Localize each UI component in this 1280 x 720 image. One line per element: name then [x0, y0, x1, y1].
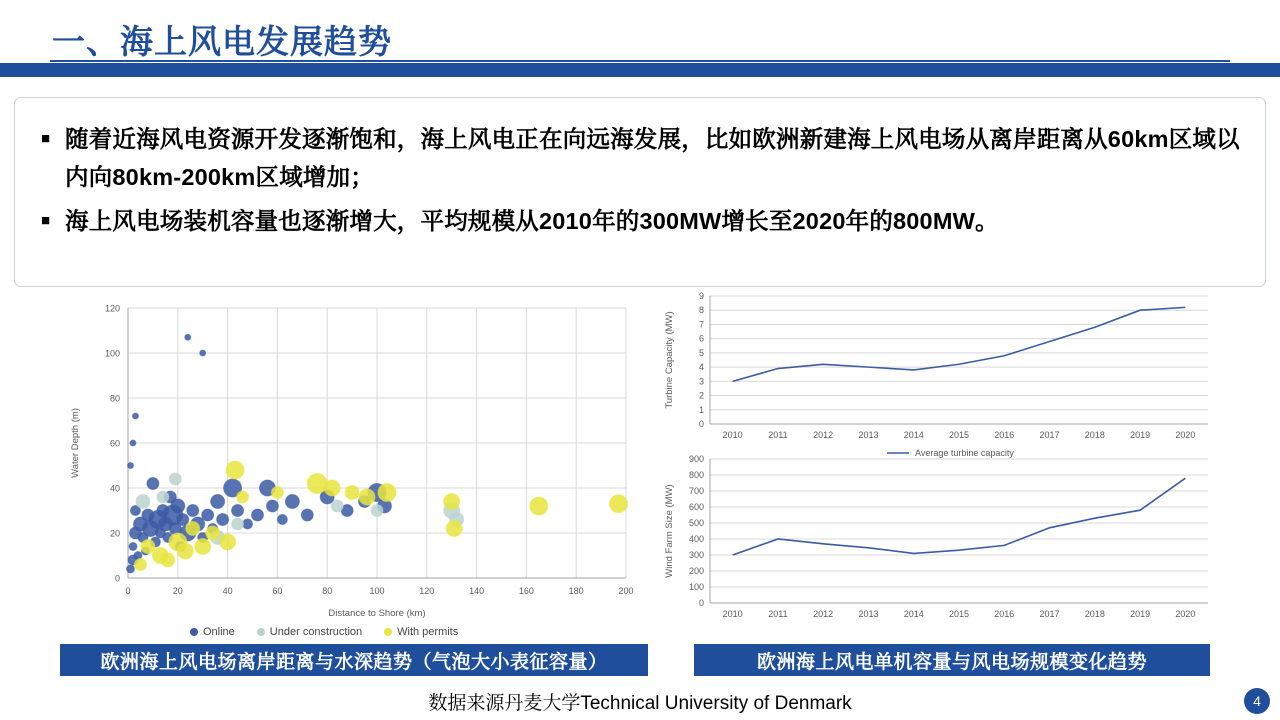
- svg-text:Distance to Shore (km): Distance to Shore (km): [328, 608, 426, 619]
- svg-text:2011: 2011: [768, 430, 788, 440]
- svg-text:2019: 2019: [1130, 430, 1151, 440]
- legend-item-with-permits: [384, 626, 458, 638]
- svg-text:40: 40: [109, 483, 120, 494]
- bullet-text: 随着近海风电资源开发逐渐饱和，海上风电正在向远海发展，比如欧洲新建海上风电场从离岸距离从60km区域以内向80km-200km区域增加；: [65, 126, 1240, 190]
- turbine-chart-canvas: [660, 288, 1220, 468]
- svg-text:500: 500: [688, 518, 704, 528]
- bullet-text: 海上风电场装机容量也逐渐增大，平均规模从2010年的300MW增长至2020年的800MW。: [65, 208, 999, 234]
- legend-label: Under construction: [269, 626, 363, 638]
- svg-text:2018: 2018: [1084, 609, 1105, 619]
- svg-text:600: 600: [688, 502, 704, 512]
- svg-text:80: 80: [109, 393, 120, 404]
- bullet-marker-icon: ■: [41, 212, 51, 229]
- slide-header: [0, 0, 1280, 80]
- svg-text:2013: 2013: [858, 430, 879, 440]
- svg-text:4: 4: [698, 362, 704, 373]
- svg-text:2: 2: [698, 390, 704, 401]
- svg-text:2020: 2020: [1175, 609, 1196, 619]
- svg-text:80: 80: [322, 586, 333, 596]
- svg-text:2010: 2010: [722, 609, 743, 619]
- svg-text:Average turbine capacity: Average turbine capacity: [915, 448, 1014, 458]
- page-title: 一、海上风电发展趋势: [52, 23, 392, 60]
- legend-dot-icon: [190, 628, 198, 636]
- svg-text:2016: 2016: [994, 430, 1015, 440]
- caption-left: 欧洲海上风电场离岸距离与水深趋势（气泡大小表征容量）: [60, 644, 648, 676]
- svg-text:300: 300: [688, 550, 704, 560]
- svg-text:2013: 2013: [858, 609, 879, 619]
- caption-right: 欧洲海上风电单机容量与风电场规模变化趋势: [694, 644, 1210, 676]
- scatter-chart-canvas: [60, 290, 640, 640]
- svg-text:100: 100: [369, 586, 385, 596]
- svg-text:2012: 2012: [813, 430, 834, 440]
- svg-text:800: 800: [688, 470, 704, 480]
- svg-text:20: 20: [109, 528, 120, 539]
- svg-text:2015: 2015: [948, 430, 970, 440]
- svg-text:8: 8: [698, 305, 704, 316]
- bullet-list: [41, 120, 1241, 246]
- list-item: [41, 202, 1241, 240]
- legend-label: With permits: [397, 626, 459, 638]
- svg-text:40: 40: [222, 586, 233, 596]
- svg-text:200: 200: [688, 566, 704, 576]
- farm-chart-canvas: [660, 455, 1220, 635]
- legend-label: Online: [203, 626, 235, 638]
- svg-text:9: 9: [698, 291, 704, 301]
- svg-text:2017: 2017: [1039, 430, 1060, 440]
- svg-text:2019: 2019: [1130, 609, 1151, 619]
- svg-text:2012: 2012: [813, 609, 834, 619]
- list-item: [41, 120, 1241, 196]
- line-chart-turbine-capacity: [660, 288, 1220, 468]
- title-divider: [50, 60, 1230, 62]
- svg-text:Turbine Capacity (MW): Turbine Capacity (MW): [664, 311, 675, 409]
- svg-text:7: 7: [698, 319, 704, 330]
- svg-text:2016: 2016: [994, 609, 1015, 619]
- page-number-badge: 4: [1244, 688, 1270, 714]
- svg-text:2018: 2018: [1084, 430, 1105, 440]
- svg-text:2014: 2014: [903, 430, 924, 440]
- svg-text:Wind Farm Size (MW): Wind Farm Size (MW): [664, 484, 675, 578]
- svg-text:Water Depth (m): Water Depth (m): [70, 408, 81, 478]
- scatter-chart-depth-distance: [60, 290, 640, 640]
- svg-text:0: 0: [698, 419, 704, 429]
- legend-dot-icon: [257, 628, 265, 636]
- svg-text:2014: 2014: [903, 609, 924, 619]
- legend-dot-icon: [384, 628, 392, 636]
- legend-item-online: [190, 626, 235, 638]
- svg-text:120: 120: [419, 586, 435, 596]
- svg-text:100: 100: [688, 582, 704, 592]
- svg-text:2011: 2011: [768, 609, 788, 619]
- content-textbox: [14, 97, 1266, 287]
- svg-text:60: 60: [109, 438, 120, 449]
- svg-text:0: 0: [698, 598, 704, 608]
- svg-text:60: 60: [272, 586, 283, 596]
- svg-text:700: 700: [688, 486, 704, 496]
- legend-item-under-construction: [257, 626, 362, 638]
- svg-text:160: 160: [518, 586, 534, 596]
- svg-text:5: 5: [698, 347, 704, 358]
- svg-text:200: 200: [618, 586, 634, 596]
- svg-text:3: 3: [698, 376, 704, 387]
- svg-text:140: 140: [469, 586, 485, 596]
- svg-text:1: 1: [698, 404, 704, 415]
- line-chart-wind-farm-size: [660, 455, 1220, 635]
- svg-text:6: 6: [698, 333, 704, 344]
- scatter-chart-legend: [190, 626, 458, 638]
- svg-text:900: 900: [688, 455, 704, 464]
- svg-text:100: 100: [104, 348, 120, 359]
- svg-text:120: 120: [104, 303, 120, 314]
- svg-text:20: 20: [172, 586, 183, 596]
- svg-text:0: 0: [125, 586, 131, 596]
- svg-text:2017: 2017: [1039, 609, 1060, 619]
- svg-text:2010: 2010: [722, 430, 743, 440]
- bullet-marker-icon: ■: [41, 130, 51, 147]
- source-note: 数据来源丹麦大学Technical University of Denmark: [428, 693, 852, 714]
- svg-text:400: 400: [688, 534, 704, 544]
- svg-text:2015: 2015: [948, 609, 970, 619]
- svg-text:180: 180: [568, 586, 584, 596]
- svg-text:0: 0: [114, 573, 120, 584]
- svg-text:2020: 2020: [1175, 430, 1196, 440]
- title-accent-bar: [0, 63, 1280, 77]
